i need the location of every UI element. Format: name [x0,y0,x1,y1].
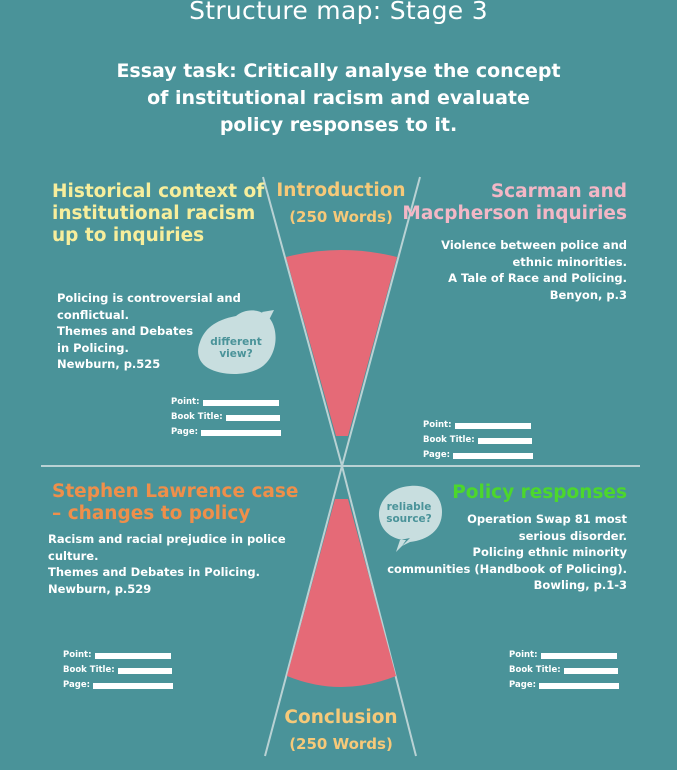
note-line: Newburn, p.529 [48,581,152,596]
bubble-line: source? [386,513,432,525]
book-title-field[interactable] [118,668,172,674]
heading-line: Historical context of [52,181,265,202]
book-title-field[interactable] [226,415,280,421]
point-label: Point: [63,650,92,660]
page-title: Structure map: Stage 3 [189,0,488,25]
conclusion-word-count: (250 Words) [289,735,393,753]
page-field[interactable] [453,453,533,459]
page-label: Page: [63,680,90,690]
different-view-bubble-text [203,336,269,360]
point-field[interactable] [455,423,531,429]
page-label: Page: [171,427,198,437]
book-title-label: Book Title: [509,665,561,675]
point-field[interactable] [541,653,617,659]
note-line: Newburn, p.525 [57,357,161,371]
note-line: Policing ethnic minority [472,545,627,559]
note-line: ethnic minorities. [512,254,627,269]
page-label: Page: [509,680,536,690]
point-field[interactable] [203,400,279,406]
book-title-label: Book Title: [63,665,115,675]
note-line: culture. [48,548,99,563]
essay-task [60,58,617,139]
book-title-label: Book Title: [171,412,223,422]
note-line: A Tale of Race and Policing. [448,271,627,285]
historical-context-heading [52,181,264,247]
point-label: Point: [171,397,200,407]
point-label: Point: [423,420,452,430]
bubble-line: reliable [386,501,432,513]
note-line: Racism and racial prejudice in police [48,532,286,546]
inquiries-heading [387,181,627,225]
note-line: Policing is controversial and [57,291,241,305]
heading-line: Macpherson inquiries [402,203,627,224]
hourglass-top [286,250,397,436]
note-line: Operation Swap 81 most [467,512,627,526]
note-line: Themes and Debates in Policing. [48,565,261,579]
note-line: Themes and Debates [57,324,194,338]
note-line: in Policing. [57,340,129,355]
stephen-lawrence-notes [48,531,286,597]
essay-task-line-3: policy responses to it. [219,114,458,136]
note-line: conflictual. [57,307,129,322]
page-label: Page: [423,450,450,460]
page-field[interactable] [201,430,281,436]
page-field[interactable] [93,683,173,689]
essay-task-line-2: of institutional racism and evaluate [147,87,530,109]
book-title-label: Book Title: [423,435,475,445]
heading-line: – changes to policy [52,503,251,524]
introduction-heading: Introduction [276,180,406,201]
heading-line: up to inquiries [52,225,205,246]
point-label: Point: [509,650,538,660]
inquiries-notes [387,237,627,303]
heading-line: institutional racism [52,203,256,224]
bubble-line: view? [219,348,253,360]
note-line: communities (Handbook of Policing). [387,561,627,576]
introduction-word-count: (250 Words) [289,208,393,226]
note-line: Benyon, p.3 [549,287,627,302]
heading-line: Stephen Lawrence case [52,481,299,502]
note-line: serious disorder. [518,528,627,543]
note-line: Violence between police and [441,238,627,252]
point-field[interactable] [95,653,171,659]
historical-context-notes [57,290,241,373]
book-title-field[interactable] [478,438,532,444]
policy-responses-heading: Policy responses [452,482,627,503]
conclusion-heading: Conclusion [284,707,398,728]
note-line: Bowling, p.1-3 [533,578,627,592]
reference-form-top-left [171,395,281,440]
bubble-line: different [210,336,262,348]
stephen-lawrence-heading [52,481,298,525]
essay-task-line-1: Essay task: Critically analyse the concept [116,60,561,82]
policy-responses-notes [337,511,627,594]
book-title-field[interactable] [564,668,618,674]
heading-line: Scarman and [490,181,627,202]
reference-form-bottom-right [509,648,619,693]
reference-form-bottom-left [63,648,173,693]
reference-form-top-right [423,418,533,463]
page-field[interactable] [539,683,619,689]
